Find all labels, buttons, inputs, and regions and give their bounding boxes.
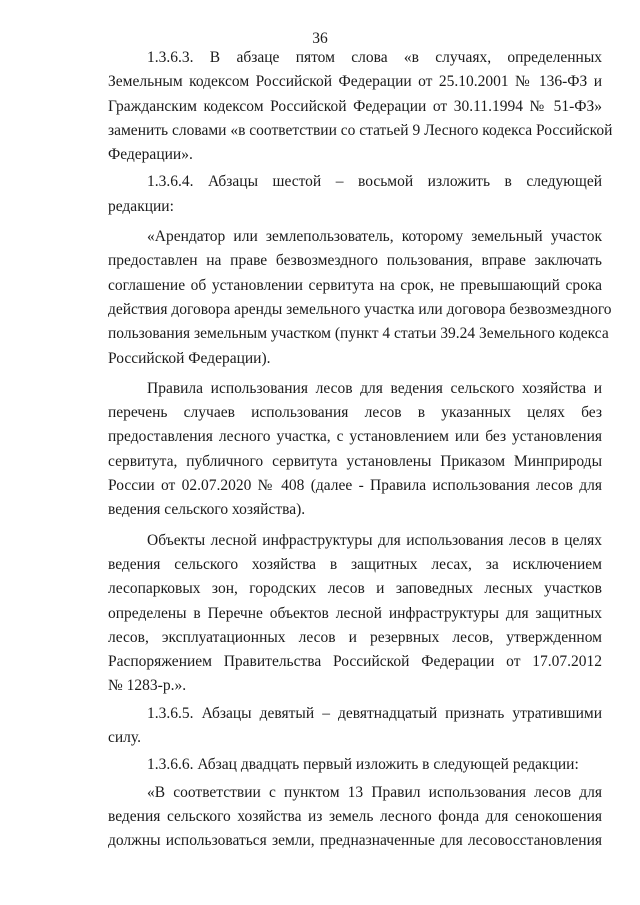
page-number: 36 — [312, 30, 328, 47]
paragraph-line: предоставлен на праве безвозмездного пользования, вправе заключать — [108, 252, 602, 270]
paragraph-line: пользования земельным участком (пункт 4 статьи 39.24 Земельного кодекса — [108, 325, 609, 343]
paragraph-1-3-6-6 — [108, 753, 602, 777]
paragraph-1-3-6-5 — [108, 702, 602, 751]
paragraph-line: «В соответствии с пунктом 13 Правил использования лесов для — [147, 783, 602, 801]
paragraph-line: силу. — [108, 729, 141, 747]
paragraph-line: лесов, эксплуатационных лесов и резервных лесов, утвержденном — [108, 628, 602, 646]
paragraph-line: 1.3.6.6. Абзац двадцать первый изложить в следующей редакции: — [147, 756, 579, 774]
paragraph-line: перечень случаев использования лесов в указанных целях без — [108, 404, 602, 422]
paragraph-line: ведения сельского хозяйства). — [108, 501, 306, 519]
paragraph-line: Федерации». — [108, 146, 193, 164]
paragraph-1-3-6-3 — [108, 46, 613, 167]
paragraph-line: заменить словами «в соответствии со статьей 9 Лесного кодекса Российской — [108, 121, 613, 139]
paragraph-line: «Арендатор или землепользователь, которому земельный участок — [147, 228, 602, 246]
paragraph-line: действия договора аренды земельного участка или договора безвозмездного — [108, 300, 612, 318]
paragraph-line: 1.3.6.4. Абзацы шестой – восьмой изложить в следующей — [147, 173, 602, 191]
paragraph-line: Правила использования лесов для ведения сельского хозяйства и — [147, 379, 602, 397]
quoted-paragraph-arendator — [108, 225, 612, 371]
paragraph-line: № 1283-р.». — [108, 677, 187, 695]
paragraph-line: соглашение об установлении сервитута на срок, не превышающий срока — [108, 276, 602, 294]
paragraph-line: Распоряжением Правительства Российской Федерации от 17.07.2012 — [108, 653, 602, 671]
paragraph-line: Объекты лесной инфраструктуры для использования лесов в целях — [147, 531, 602, 549]
paragraph-line: 1.3.6.3. В абзаце пятом слова «в случаях, определенных — [147, 49, 602, 66]
paragraph-line: ведения сельского хозяйства в защитных лесах, за исключением — [108, 555, 602, 573]
paragraph-line: предоставления лесного участка, с установлением или без установления — [108, 428, 602, 446]
paragraph-line: лесопарковых зон, городских лесов и заповедных лесных участков — [108, 580, 602, 598]
paragraph-line: должны использоваться земли, предназначенные для лесовосстановления — [108, 832, 602, 850]
paragraph-line: Земельным кодексом Российской Федерации от 25.10.2001 № 136-ФЗ и — [108, 73, 602, 91]
paragraph-line: Российской Федерации). — [108, 349, 271, 367]
paragraph-line: редакции: — [108, 197, 174, 215]
paragraph-line: определены в Перечне объектов лесной инфраструктуры для защитных — [108, 604, 602, 622]
paragraph-line: 1.3.6.5. Абзацы девятый – девятнадцатый признать утратившими — [147, 704, 602, 722]
paragraph-line: ведения сельского хозяйства из земель лесного фонда для сенокошения — [108, 807, 602, 825]
document-body — [108, 46, 613, 854]
paragraph-1-3-6-4 — [108, 170, 602, 219]
quoted-paragraph-punkt-13 — [108, 781, 602, 854]
paragraph-line: сервитута, публичного сервитута установлены Приказом Минприроды — [108, 452, 602, 470]
paragraph-pravila — [108, 377, 602, 523]
paragraph-line: России от 02.07.2020 № 408 (далее - Правила использования лесов для — [108, 477, 602, 495]
paragraph-line: Гражданским кодексом Российской Федерации от 30.11.1994 № 51-ФЗ» — [108, 97, 602, 115]
paragraph-obekty — [108, 529, 602, 699]
